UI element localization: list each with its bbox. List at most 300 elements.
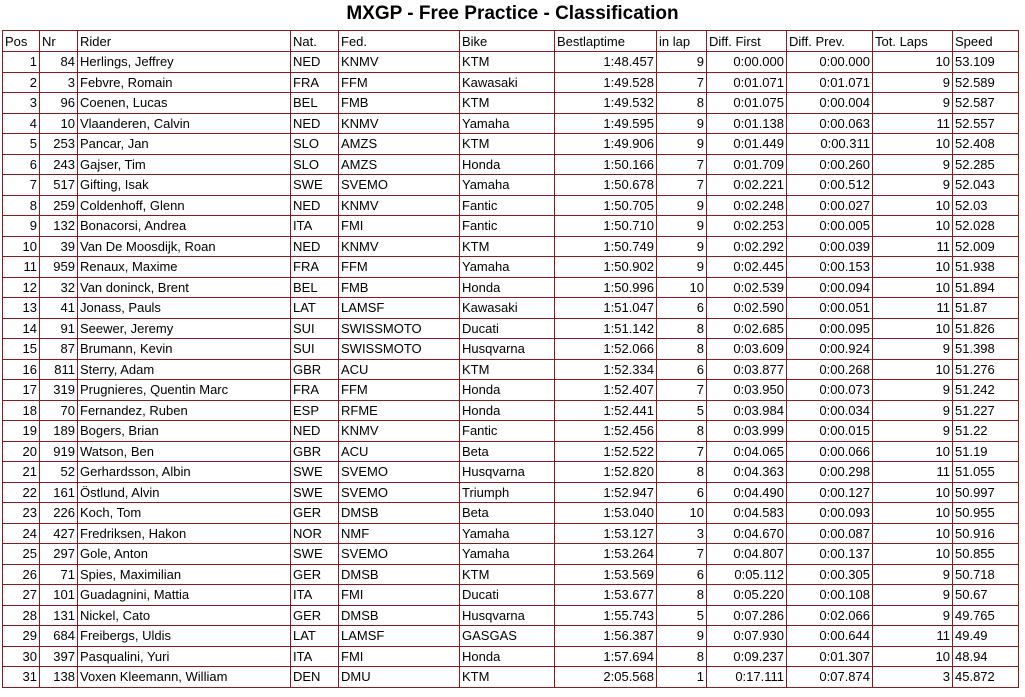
cell-diff-prev: 0:00.015 xyxy=(787,421,873,442)
table-row xyxy=(3,175,1019,196)
table-row xyxy=(3,503,1019,524)
cell-diff-prev: 0:01.071 xyxy=(787,72,873,93)
cell-diff-first: 0:05.220 xyxy=(707,585,787,606)
table-row xyxy=(3,482,1019,503)
cell-tot-laps: 9 xyxy=(873,605,953,626)
cell-diff-first: 0:01.071 xyxy=(707,72,787,93)
cell-fed: LAMSF xyxy=(339,298,460,319)
cell-diff-prev: 0:00.095 xyxy=(787,318,873,339)
cell-pos: 22 xyxy=(3,482,40,503)
cell-rider: Bonacorsi, Andrea xyxy=(78,216,291,237)
column-header-nat: Nat. xyxy=(291,31,339,52)
cell-bike: Honda xyxy=(460,277,555,298)
cell-speed: 51.87 xyxy=(953,298,1019,319)
cell-tot-laps: 11 xyxy=(873,626,953,647)
cell-nr: 39 xyxy=(40,236,78,257)
cell-rider: Sterry, Adam xyxy=(78,359,291,380)
cell-rider: Febvre, Romain xyxy=(78,72,291,93)
cell-speed: 50.855 xyxy=(953,544,1019,565)
cell-in-lap: 8 xyxy=(657,421,707,442)
cell-tot-laps: 9 xyxy=(873,339,953,360)
cell-fed: FMI xyxy=(339,216,460,237)
cell-pos: 9 xyxy=(3,216,40,237)
cell-nat: SWE xyxy=(291,462,339,483)
cell-nat: LAT xyxy=(291,626,339,647)
cell-bestlaptime: 1:53.127 xyxy=(555,523,657,544)
cell-in-lap: 8 xyxy=(657,93,707,114)
cell-nat: GBR xyxy=(291,359,339,380)
cell-fed: FFM xyxy=(339,380,460,401)
cell-diff-first: 0:03.609 xyxy=(707,339,787,360)
cell-nr: 919 xyxy=(40,441,78,462)
cell-nat: FRA xyxy=(291,380,339,401)
cell-in-lap: 3 xyxy=(657,523,707,544)
cell-bestlaptime: 1:53.677 xyxy=(555,585,657,606)
cell-bestlaptime: 1:50.710 xyxy=(555,216,657,237)
cell-nat: SWE xyxy=(291,482,339,503)
cell-in-lap: 1 xyxy=(657,667,707,688)
cell-rider: Renaux, Maxime xyxy=(78,257,291,278)
cell-nat: SUI xyxy=(291,339,339,360)
cell-bestlaptime: 1:52.066 xyxy=(555,339,657,360)
cell-nat: SWE xyxy=(291,544,339,565)
cell-diff-prev: 0:02.066 xyxy=(787,605,873,626)
cell-pos: 19 xyxy=(3,421,40,442)
table-row xyxy=(3,667,1019,688)
cell-in-lap: 9 xyxy=(657,626,707,647)
cell-fed: KNMV xyxy=(339,113,460,134)
cell-nr: 189 xyxy=(40,421,78,442)
cell-in-lap: 6 xyxy=(657,298,707,319)
table-body xyxy=(3,52,1019,688)
cell-tot-laps: 11 xyxy=(873,113,953,134)
cell-bestlaptime: 1:51.047 xyxy=(555,298,657,319)
cell-pos: 29 xyxy=(3,626,40,647)
cell-speed: 52.285 xyxy=(953,154,1019,175)
cell-diff-prev: 0:00.051 xyxy=(787,298,873,319)
cell-in-lap: 6 xyxy=(657,564,707,585)
table-row xyxy=(3,359,1019,380)
cell-diff-prev: 0:00.066 xyxy=(787,441,873,462)
cell-fed: RFME xyxy=(339,400,460,421)
cell-fed: KNMV xyxy=(339,421,460,442)
cell-bestlaptime: 1:57.694 xyxy=(555,646,657,667)
cell-speed: 53.109 xyxy=(953,52,1019,73)
cell-in-lap: 7 xyxy=(657,544,707,565)
cell-bike: KTM xyxy=(460,564,555,585)
cell-bestlaptime: 1:55.743 xyxy=(555,605,657,626)
cell-bestlaptime: 1:49.528 xyxy=(555,72,657,93)
cell-nat: NED xyxy=(291,113,339,134)
cell-fed: NMF xyxy=(339,523,460,544)
cell-in-lap: 5 xyxy=(657,400,707,421)
cell-diff-prev: 0:00.268 xyxy=(787,359,873,380)
cell-nr: 684 xyxy=(40,626,78,647)
cell-diff-first: 0:01.138 xyxy=(707,113,787,134)
cell-in-lap: 9 xyxy=(657,134,707,155)
cell-nat: SUI xyxy=(291,318,339,339)
cell-pos: 13 xyxy=(3,298,40,319)
cell-fed: FMI xyxy=(339,646,460,667)
cell-bestlaptime: 1:50.705 xyxy=(555,195,657,216)
cell-bike: Kawasaki xyxy=(460,72,555,93)
cell-bike: Yamaha xyxy=(460,257,555,278)
cell-diff-first: 0:04.490 xyxy=(707,482,787,503)
table-row xyxy=(3,462,1019,483)
cell-diff-prev: 0:01.307 xyxy=(787,646,873,667)
cell-diff-prev: 0:00.311 xyxy=(787,134,873,155)
cell-diff-first: 0:01.449 xyxy=(707,134,787,155)
cell-pos: 31 xyxy=(3,667,40,688)
cell-rider: Gerhardsson, Albin xyxy=(78,462,291,483)
table-row xyxy=(3,298,1019,319)
cell-in-lap: 8 xyxy=(657,646,707,667)
cell-speed: 52.589 xyxy=(953,72,1019,93)
cell-diff-first: 0:02.253 xyxy=(707,216,787,237)
cell-diff-prev: 0:00.512 xyxy=(787,175,873,196)
cell-speed: 51.22 xyxy=(953,421,1019,442)
cell-rider: Pancar, Jan xyxy=(78,134,291,155)
cell-speed: 51.276 xyxy=(953,359,1019,380)
cell-pos: 26 xyxy=(3,564,40,585)
column-header-tot-laps: Tot. Laps xyxy=(873,31,953,52)
cell-rider: Van doninck, Brent xyxy=(78,277,291,298)
cell-nat: GER xyxy=(291,605,339,626)
cell-fed: FFM xyxy=(339,72,460,93)
cell-tot-laps: 10 xyxy=(873,277,953,298)
cell-bike: Yamaha xyxy=(460,523,555,544)
cell-tot-laps: 10 xyxy=(873,318,953,339)
cell-bike: KTM xyxy=(460,236,555,257)
cell-diff-prev: 0:00.260 xyxy=(787,154,873,175)
cell-nr: 811 xyxy=(40,359,78,380)
cell-fed: KNMV xyxy=(339,195,460,216)
cell-tot-laps: 9 xyxy=(873,380,953,401)
cell-tot-laps: 10 xyxy=(873,646,953,667)
cell-rider: Vlaanderen, Calvin xyxy=(78,113,291,134)
cell-rider: Fredriksen, Hakon xyxy=(78,523,291,544)
cell-diff-first: 0:03.999 xyxy=(707,421,787,442)
cell-bike: Fantic xyxy=(460,195,555,216)
cell-bike: Honda xyxy=(460,154,555,175)
cell-nr: 96 xyxy=(40,93,78,114)
cell-nat: GBR xyxy=(291,441,339,462)
cell-rider: Coenen, Lucas xyxy=(78,93,291,114)
cell-rider: Pasqualini, Yuri xyxy=(78,646,291,667)
cell-bestlaptime: 1:49.595 xyxy=(555,113,657,134)
cell-rider: Gajser, Tim xyxy=(78,154,291,175)
cell-diff-prev: 0:00.093 xyxy=(787,503,873,524)
cell-bike: Yamaha xyxy=(460,113,555,134)
cell-speed: 51.242 xyxy=(953,380,1019,401)
table-row xyxy=(3,93,1019,114)
cell-nr: 253 xyxy=(40,134,78,155)
cell-in-lap: 9 xyxy=(657,216,707,237)
cell-nr: 32 xyxy=(40,277,78,298)
cell-diff-prev: 0:00.027 xyxy=(787,195,873,216)
cell-diff-first: 0:01.709 xyxy=(707,154,787,175)
cell-bestlaptime: 1:49.532 xyxy=(555,93,657,114)
cell-rider: Watson, Ben xyxy=(78,441,291,462)
cell-tot-laps: 9 xyxy=(873,585,953,606)
cell-diff-first: 0:09.237 xyxy=(707,646,787,667)
cell-bike: KTM xyxy=(460,134,555,155)
column-header-speed: Speed xyxy=(953,31,1019,52)
cell-nat: NED xyxy=(291,52,339,73)
cell-speed: 51.055 xyxy=(953,462,1019,483)
cell-fed: SVEMO xyxy=(339,482,460,503)
cell-in-lap: 7 xyxy=(657,380,707,401)
cell-in-lap: 9 xyxy=(657,195,707,216)
cell-rider: Coldenhoff, Glenn xyxy=(78,195,291,216)
cell-in-lap: 7 xyxy=(657,72,707,93)
cell-bike: GASGAS xyxy=(460,626,555,647)
cell-rider: Freibergs, Uldis xyxy=(78,626,291,647)
column-header-diff-prev: Diff. Prev. xyxy=(787,31,873,52)
cell-nat: NED xyxy=(291,421,339,442)
cell-tot-laps: 9 xyxy=(873,564,953,585)
cell-rider: Prugnieres, Quentin Marc xyxy=(78,380,291,401)
cell-bike: Fantic xyxy=(460,216,555,237)
cell-tot-laps: 10 xyxy=(873,482,953,503)
cell-bike: Husqvarna xyxy=(460,339,555,360)
table-row xyxy=(3,154,1019,175)
cell-nr: 84 xyxy=(40,52,78,73)
cell-fed: SVEMO xyxy=(339,462,460,483)
cell-fed: AMZS xyxy=(339,154,460,175)
cell-nr: 319 xyxy=(40,380,78,401)
cell-in-lap: 10 xyxy=(657,277,707,298)
column-header-nr: Nr xyxy=(40,31,78,52)
cell-pos: 25 xyxy=(3,544,40,565)
cell-bestlaptime: 1:49.906 xyxy=(555,134,657,155)
cell-nr: 10 xyxy=(40,113,78,134)
cell-tot-laps: 9 xyxy=(873,72,953,93)
cell-in-lap: 8 xyxy=(657,462,707,483)
cell-bestlaptime: 1:50.749 xyxy=(555,236,657,257)
table-row xyxy=(3,626,1019,647)
cell-diff-prev: 0:00.073 xyxy=(787,380,873,401)
cell-in-lap: 7 xyxy=(657,154,707,175)
cell-tot-laps: 10 xyxy=(873,195,953,216)
cell-diff-first: 0:07.286 xyxy=(707,605,787,626)
cell-pos: 11 xyxy=(3,257,40,278)
cell-diff-prev: 0:00.153 xyxy=(787,257,873,278)
cell-in-lap: 9 xyxy=(657,52,707,73)
cell-diff-first: 0:04.583 xyxy=(707,503,787,524)
table-row xyxy=(3,441,1019,462)
cell-diff-first: 0:03.950 xyxy=(707,380,787,401)
cell-nat: FRA xyxy=(291,257,339,278)
cell-bestlaptime: 1:53.040 xyxy=(555,503,657,524)
cell-rider: Brumann, Kevin xyxy=(78,339,291,360)
table-row xyxy=(3,544,1019,565)
cell-diff-first: 0:00.000 xyxy=(707,52,787,73)
cell-nr: 138 xyxy=(40,667,78,688)
cell-bestlaptime: 2:05.568 xyxy=(555,667,657,688)
cell-speed: 52.587 xyxy=(953,93,1019,114)
cell-tot-laps: 9 xyxy=(873,154,953,175)
cell-in-lap: 8 xyxy=(657,339,707,360)
cell-tot-laps: 9 xyxy=(873,93,953,114)
cell-diff-prev: 0:00.039 xyxy=(787,236,873,257)
cell-rider: Herlings, Jeffrey xyxy=(78,52,291,73)
cell-pos: 27 xyxy=(3,585,40,606)
cell-nat: NED xyxy=(291,236,339,257)
cell-diff-prev: 0:00.305 xyxy=(787,564,873,585)
cell-bike: Honda xyxy=(460,380,555,401)
cell-diff-prev: 0:00.924 xyxy=(787,339,873,360)
cell-fed: SWISSMOTO xyxy=(339,318,460,339)
cell-diff-prev: 0:00.000 xyxy=(787,52,873,73)
cell-fed: DMSB xyxy=(339,564,460,585)
cell-fed: DMSB xyxy=(339,605,460,626)
column-header-bike: Bike xyxy=(460,31,555,52)
cell-nr: 427 xyxy=(40,523,78,544)
cell-fed: SVEMO xyxy=(339,175,460,196)
cell-pos: 30 xyxy=(3,646,40,667)
cell-diff-first: 0:01.075 xyxy=(707,93,787,114)
cell-bestlaptime: 1:53.569 xyxy=(555,564,657,585)
cell-pos: 24 xyxy=(3,523,40,544)
column-header-fed: Fed. xyxy=(339,31,460,52)
cell-nat: ITA xyxy=(291,216,339,237)
cell-nat: DEN xyxy=(291,667,339,688)
table-row xyxy=(3,605,1019,626)
cell-bestlaptime: 1:51.142 xyxy=(555,318,657,339)
cell-tot-laps: 9 xyxy=(873,421,953,442)
table-row xyxy=(3,564,1019,585)
cell-bestlaptime: 1:50.166 xyxy=(555,154,657,175)
cell-speed: 52.557 xyxy=(953,113,1019,134)
cell-nat: NED xyxy=(291,195,339,216)
cell-diff-first: 0:05.112 xyxy=(707,564,787,585)
cell-bestlaptime: 1:52.456 xyxy=(555,421,657,442)
cell-fed: KNMV xyxy=(339,236,460,257)
cell-bestlaptime: 1:48.457 xyxy=(555,52,657,73)
cell-pos: 18 xyxy=(3,400,40,421)
table-row xyxy=(3,339,1019,360)
column-header-rider: Rider xyxy=(78,31,291,52)
cell-in-lap: 7 xyxy=(657,175,707,196)
cell-pos: 10 xyxy=(3,236,40,257)
cell-in-lap: 9 xyxy=(657,236,707,257)
cell-pos: 21 xyxy=(3,462,40,483)
cell-nat: LAT xyxy=(291,298,339,319)
cell-fed: SWISSMOTO xyxy=(339,339,460,360)
cell-tot-laps: 10 xyxy=(873,441,953,462)
cell-pos: 1 xyxy=(3,52,40,73)
cell-diff-prev: 0:00.087 xyxy=(787,523,873,544)
cell-rider: Jonass, Pauls xyxy=(78,298,291,319)
cell-nr: 226 xyxy=(40,503,78,524)
cell-diff-first: 0:02.221 xyxy=(707,175,787,196)
cell-rider: Östlund, Alvin xyxy=(78,482,291,503)
cell-fed: KNMV xyxy=(339,52,460,73)
cell-bestlaptime: 1:50.902 xyxy=(555,257,657,278)
cell-speed: 50.916 xyxy=(953,523,1019,544)
cell-in-lap: 9 xyxy=(657,257,707,278)
cell-tot-laps: 11 xyxy=(873,462,953,483)
cell-nr: 3 xyxy=(40,72,78,93)
cell-nr: 91 xyxy=(40,318,78,339)
table-row xyxy=(3,216,1019,237)
cell-pos: 15 xyxy=(3,339,40,360)
cell-tot-laps: 10 xyxy=(873,216,953,237)
table-row xyxy=(3,257,1019,278)
cell-rider: Van De Moosdijk, Roan xyxy=(78,236,291,257)
page-title: MXGP - Free Practice - Classification xyxy=(346,3,679,24)
cell-bike: KTM xyxy=(460,52,555,73)
cell-bike: Kawasaki xyxy=(460,298,555,319)
cell-pos: 3 xyxy=(3,93,40,114)
table-row xyxy=(3,585,1019,606)
cell-rider: Bogers, Brian xyxy=(78,421,291,442)
table-row xyxy=(3,380,1019,401)
table-row xyxy=(3,400,1019,421)
cell-bestlaptime: 1:52.522 xyxy=(555,441,657,462)
table-row xyxy=(3,236,1019,257)
cell-nr: 131 xyxy=(40,605,78,626)
cell-in-lap: 8 xyxy=(657,318,707,339)
cell-pos: 8 xyxy=(3,195,40,216)
cell-in-lap: 8 xyxy=(657,585,707,606)
cell-bestlaptime: 1:50.678 xyxy=(555,175,657,196)
cell-speed: 52.009 xyxy=(953,236,1019,257)
table-row xyxy=(3,113,1019,134)
cell-nr: 959 xyxy=(40,257,78,278)
table-row xyxy=(3,52,1019,73)
cell-speed: 48.94 xyxy=(953,646,1019,667)
table-header-row xyxy=(3,31,1019,52)
cell-nr: 243 xyxy=(40,154,78,175)
cell-tot-laps: 10 xyxy=(873,257,953,278)
cell-nr: 70 xyxy=(40,400,78,421)
cell-pos: 12 xyxy=(3,277,40,298)
cell-speed: 51.398 xyxy=(953,339,1019,360)
cell-diff-first: 0:04.807 xyxy=(707,544,787,565)
cell-tot-laps: 10 xyxy=(873,359,953,380)
cell-rider: Guadagnini, Mattia xyxy=(78,585,291,606)
cell-diff-prev: 0:00.127 xyxy=(787,482,873,503)
cell-diff-prev: 0:07.874 xyxy=(787,667,873,688)
cell-rider: Koch, Tom xyxy=(78,503,291,524)
cell-speed: 50.67 xyxy=(953,585,1019,606)
cell-bike: Beta xyxy=(460,503,555,524)
cell-diff-prev: 0:00.108 xyxy=(787,585,873,606)
cell-bestlaptime: 1:50.996 xyxy=(555,277,657,298)
table-row xyxy=(3,134,1019,155)
cell-tot-laps: 10 xyxy=(873,523,953,544)
cell-diff-first: 0:02.590 xyxy=(707,298,787,319)
cell-nr: 517 xyxy=(40,175,78,196)
column-header-diff-first: Diff. First xyxy=(707,31,787,52)
cell-speed: 49.765 xyxy=(953,605,1019,626)
cell-bestlaptime: 1:52.820 xyxy=(555,462,657,483)
column-header-pos: Pos xyxy=(3,31,40,52)
cell-fed: ACU xyxy=(339,359,460,380)
cell-bike: Beta xyxy=(460,441,555,462)
cell-nat: ITA xyxy=(291,585,339,606)
table-row xyxy=(3,277,1019,298)
cell-tot-laps: 10 xyxy=(873,544,953,565)
cell-bestlaptime: 1:52.334 xyxy=(555,359,657,380)
cell-nat: SWE xyxy=(291,175,339,196)
cell-tot-laps: 10 xyxy=(873,134,953,155)
cell-bike: Honda xyxy=(460,400,555,421)
cell-bestlaptime: 1:56.387 xyxy=(555,626,657,647)
cell-speed: 52.028 xyxy=(953,216,1019,237)
